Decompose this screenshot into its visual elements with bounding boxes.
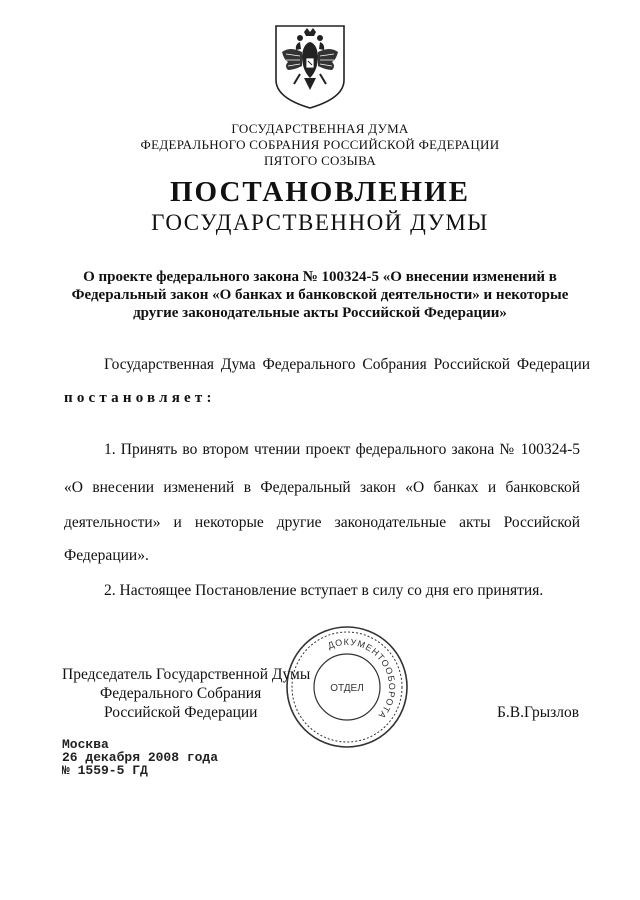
document-number: № 1559-5 ГД	[62, 763, 148, 778]
coat-of-arms-icon	[270, 22, 350, 112]
document-title: ПОСТАНОВЛЕНИЕ	[169, 176, 470, 208]
resolution-subject: О проекте федерального закона № 100324-5 «О внесении изменений в Федеральный закон «О банках и банковской деятельности» и некоторые другие законодательные акты Российской Федерации»	[71, 269, 569, 321]
header-line-2: ФЕДЕРАЛЬНОГО СОБРАНИЯ РОССИЙСКОЙ ФЕДЕРАЦИИ	[140, 137, 500, 152]
item-1-line-3: деятельности» и некоторые другие законодательные акты Российской	[64, 514, 580, 531]
round-seal-icon	[282, 622, 412, 752]
svg-text:ДОКУМЕНТООБОРОТА	[326, 637, 397, 721]
issue-date: 26 декабря 2008 года	[62, 750, 219, 765]
item-1-line-4: Федерации».	[64, 547, 149, 564]
resolves-word: постановляет:	[64, 390, 216, 406]
intro-paragraph: Государственная Дума Федерального Собрания Российской Федерации	[104, 356, 591, 373]
signature-role-line-1: Председатель Государственной Думы	[62, 666, 311, 683]
signer-name: Б.В.Грызлов	[497, 704, 580, 721]
item-1-line-1: 1. Принять во втором чтении проект федерального закона № 100324-5	[104, 441, 580, 458]
item-2: 2. Настоящее Постановление вступает в силу со дня его принятия.	[104, 582, 544, 599]
signature-role-line-3: Российской Федерации	[104, 704, 258, 721]
signature-role-line-2: Федерального Собрания	[100, 685, 262, 702]
issue-city: Москва	[62, 737, 109, 752]
header-line-3: ПЯТОГО СОЗЫВА	[263, 153, 377, 168]
item-1-line-2: «О внесении изменений в Федеральный закон «О банках и банковской	[64, 479, 580, 496]
document-subtitle: ГОСУДАРСТВЕННОЙ ДУМЫ	[151, 210, 489, 235]
seal-ring-text: ДОКУМЕНТООБОРОТА	[326, 636, 398, 722]
seal-center-text: ОТДЕЛ	[330, 683, 364, 694]
header-line-1: ГОСУДАРСТВЕННАЯ ДУМА	[231, 121, 409, 136]
